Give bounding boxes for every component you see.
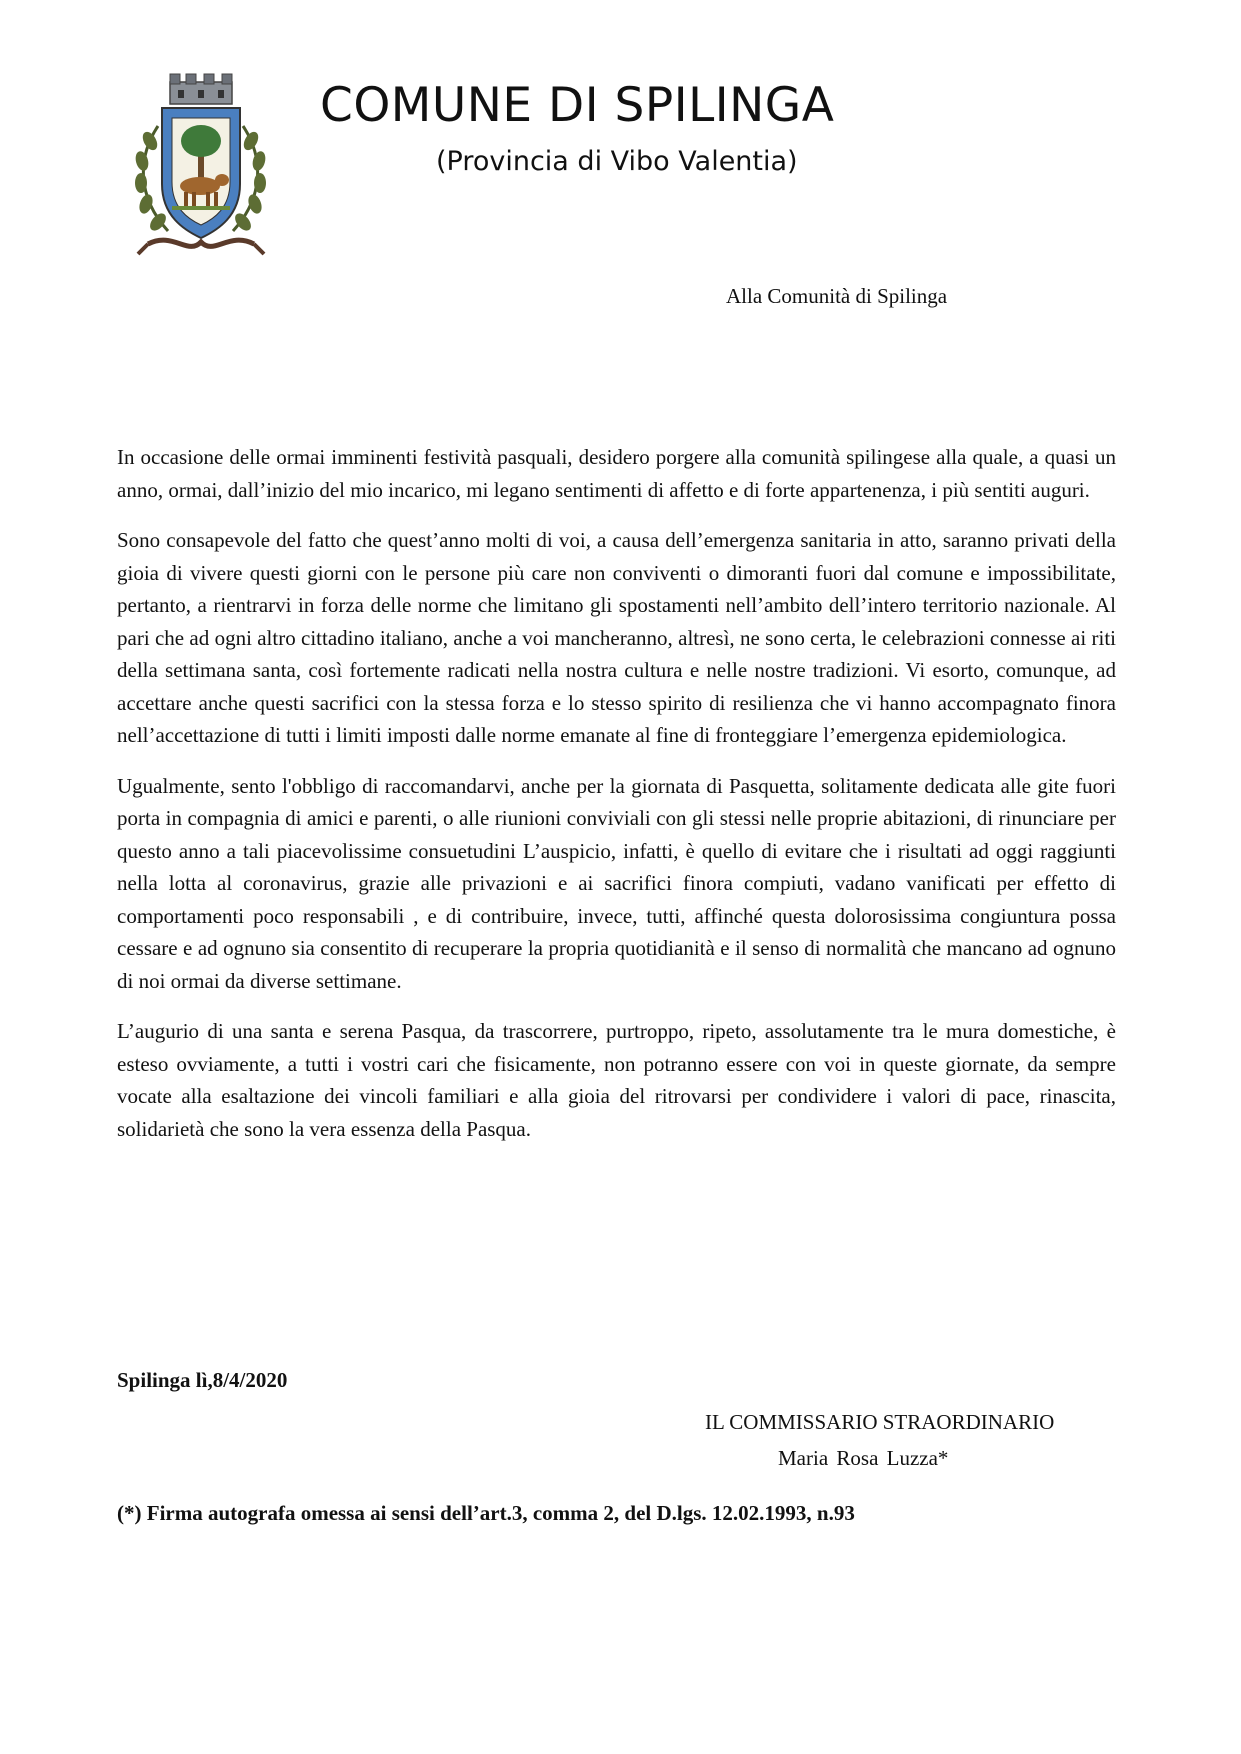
signatory-title: IL COMMISSARIO STRAORDINARIO xyxy=(705,1410,1055,1434)
coat-of-arms-icon xyxy=(128,66,273,262)
letter-body xyxy=(117,441,1116,1163)
paragraph: Sono consapevole del fatto che quest’anno molti di voi, a causa dell’emergenza sanitaria in atto, saranno privati della gioia di vivere questi giorni con le persone più care non conviventi o dimoranti fuori dal comune e impossibilitate, pertanto, a rientrarvi in forza delle norme che limitano gli spostamenti nell’ambito dell’intero territorio nazionale. Al pari che ad ogni altro cittadino italiano, anche a voi mancheranno, altresì, ne sono certa, le celebrazioni connesse ai riti della settimana santa, così fortemente radicati nella nostra cultura e nelle nostre tradizioni. Vi esorto, comunque, ad accettare anche questi sacrifici con la stessa forza e lo stesso spirito di resilienza che vi hanno accompagnato finora nell’accettazione di tutti i limiti imposti dalle norme emanate al fine di fronteggiare l’emergenza epidemiologica. xyxy=(117,528,1116,747)
signature-footnote: (*) Firma autografa omessa ai sensi dell’art.3, comma 2, del D.lgs. 12.02.1993, n.93 xyxy=(117,1501,855,1525)
paragraph: In occasione delle ormai imminenti festività pasquali, desidero porgere alla comunità spilingese alla quale, a quasi un anno, ormai, dall’inizio del mio incarico, mi legano sentimenti di affetto e di forte appartenenza, i più sentiti auguri. xyxy=(117,445,1116,502)
municipality-title: COMUNE DI SPILINGA xyxy=(320,78,835,133)
signatory-name: Maria Rosa Luzza* xyxy=(778,1446,949,1470)
addressee: Alla Comunità di Spilinga xyxy=(726,284,948,308)
paragraph: Ugualmente, sento l'obbligo di raccomandarvi, anche per la giornata di Pasquetta, solitamente dedicata alle gite fuori porta in compagnia di amici e parenti, o alle riunioni conviviali con gli stessi nelle proprie abitazioni, di rinunciare per questo anno a tali piacevolissime consuetudini L’auspicio, infatti, è quello di evitare che i risultati ad oggi raggiunti nella lotta al coronavirus, grazie alle privazioni e ai sacrifici finora compiuti, vadano vanificati per effetto di comportamenti poco responsabili , e di contribuire, invece, tutti, affinché questa dolorosissima congiuntura possa cessare e ad ognuno sia consentito di recuperare la propria quotidianità e il senso di normalità che mancano ad ognuno di noi ormai da diverse settimane. xyxy=(117,773,1116,993)
province-subtitle: (Provincia di Vibo Valentia) xyxy=(436,146,798,177)
place-date: Spilinga lì,8/4/2020 xyxy=(117,1368,288,1392)
paragraph: L’augurio di una santa e serena Pasqua, da trascorrere, purtroppo, ripeto, assolutamente tra le mura domestiche, è esteso ovviamente, a tutti i vostri cari che fisicamente, non potranno essere con voi in queste giornate, da sempre vocate alla esaltazione dei vincoli familiari e alla gioia del ritrovarsi per condividere i valori di pace, rinascita, solidarietà che sono la vera essenza della Pasqua. xyxy=(117,1019,1116,1141)
